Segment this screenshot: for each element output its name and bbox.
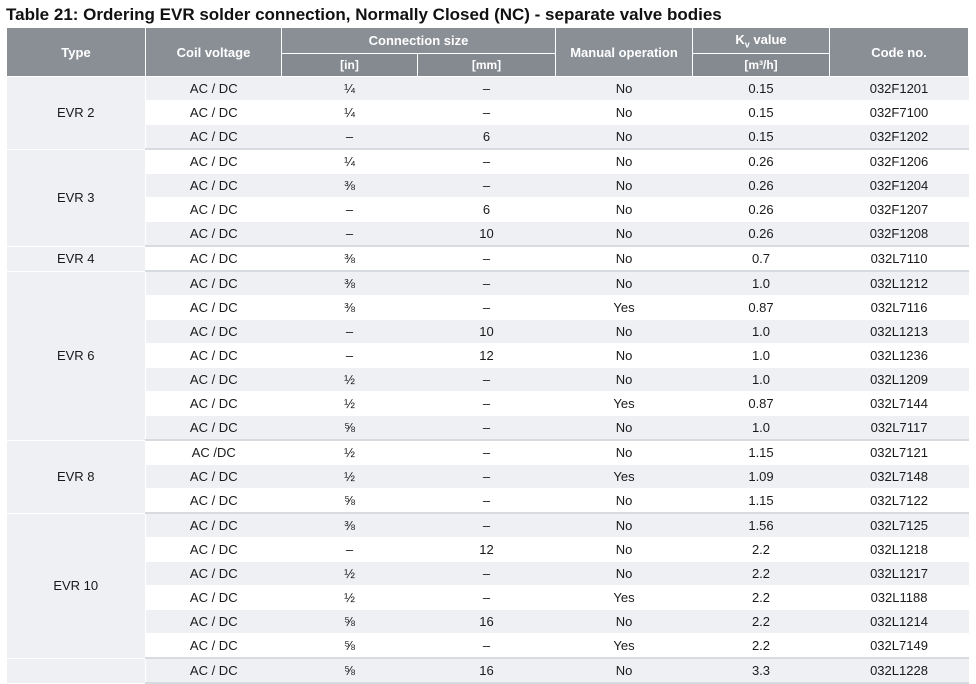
code-no-cell: 032L7122 (830, 489, 969, 514)
connection-in-cell: ⅝ (282, 610, 418, 634)
header-mm: [mm] (418, 54, 556, 77)
kv-value-cell: 2.2 (693, 634, 830, 659)
manual-operation-cell: No (556, 174, 693, 198)
connection-in-cell: ⅝ (282, 658, 418, 683)
code-no-cell: 032L1212 (830, 271, 969, 296)
connection-mm-cell: 10 (418, 222, 556, 247)
code-no-cell: 032F1202 (830, 125, 969, 150)
connection-mm-cell: – (418, 246, 556, 271)
code-no-cell: 032L1217 (830, 562, 969, 586)
coil-voltage-cell: AC / DC (146, 538, 282, 562)
connection-mm-cell: – (418, 392, 556, 416)
connection-mm-cell: – (418, 271, 556, 296)
type-cell: EVR 3 (7, 149, 146, 246)
connection-mm-cell: 10 (418, 320, 556, 344)
table-row (7, 586, 969, 610)
connection-mm-cell: – (418, 440, 556, 465)
connection-in-cell: – (282, 198, 418, 222)
header-in: [in] (282, 54, 418, 77)
code-no-cell: 032F1208 (830, 222, 969, 247)
manual-operation-cell: No (556, 513, 693, 538)
connection-mm-cell: – (418, 368, 556, 392)
ordering-table (6, 27, 969, 684)
table-row (7, 77, 969, 101)
connection-mm-cell: 16 (418, 658, 556, 683)
table-row (7, 368, 969, 392)
connection-in-cell: ⅜ (282, 271, 418, 296)
kv-value-cell: 0.15 (693, 101, 830, 125)
manual-operation-cell: Yes (556, 586, 693, 610)
manual-operation-cell: No (556, 610, 693, 634)
code-no-cell: 032F1201 (830, 77, 969, 101)
connection-in-cell: ½ (282, 465, 418, 489)
code-no-cell: 032L1209 (830, 368, 969, 392)
manual-operation-cell: Yes (556, 634, 693, 659)
manual-operation-cell: No (556, 198, 693, 222)
code-no-cell: 032F7100 (830, 101, 969, 125)
kv-value-cell: 1.0 (693, 416, 830, 441)
header-coil-voltage: Coil voltage (146, 28, 282, 77)
code-no-cell: 032L1213 (830, 320, 969, 344)
manual-operation-cell: No (556, 271, 693, 296)
code-no-cell: 032L1236 (830, 344, 969, 368)
kv-value-cell: 1.15 (693, 489, 830, 514)
kv-k: K (735, 31, 745, 47)
manual-operation-cell: No (556, 246, 693, 271)
type-cell: EVR 2 (7, 77, 146, 150)
code-no-cell: 032L1218 (830, 538, 969, 562)
table-row (7, 610, 969, 634)
header-kv-unit: [m³/h] (693, 54, 830, 77)
coil-voltage-cell: AC / DC (146, 344, 282, 368)
kv-value-cell: 1.15 (693, 440, 830, 465)
table-row (7, 174, 969, 198)
table-row (7, 489, 969, 514)
manual-operation-cell: No (556, 562, 693, 586)
connection-in-cell: ¼ (282, 101, 418, 125)
table-row (7, 246, 969, 271)
connection-in-cell: ⅜ (282, 246, 418, 271)
coil-voltage-cell: AC / DC (146, 246, 282, 271)
coil-voltage-cell: AC / DC (146, 125, 282, 150)
connection-mm-cell: – (418, 513, 556, 538)
code-no-cell: 032F1204 (830, 174, 969, 198)
manual-operation-cell: No (556, 344, 693, 368)
manual-operation-cell: Yes (556, 465, 693, 489)
connection-mm-cell: – (418, 562, 556, 586)
coil-voltage-cell: AC / DC (146, 271, 282, 296)
kv-value-cell: 1.56 (693, 513, 830, 538)
coil-voltage-cell: AC / DC (146, 586, 282, 610)
kv-value-cell: 2.2 (693, 562, 830, 586)
connection-mm-cell: – (418, 296, 556, 320)
kv-value-cell: 0.15 (693, 77, 830, 101)
manual-operation-cell: No (556, 368, 693, 392)
coil-voltage-cell: AC / DC (146, 101, 282, 125)
connection-in-cell: – (282, 538, 418, 562)
table-row (7, 296, 969, 320)
connection-mm-cell: – (418, 77, 556, 101)
manual-operation-cell: No (556, 125, 693, 150)
table-row (7, 320, 969, 344)
coil-voltage-cell: AC / DC (146, 489, 282, 514)
code-no-cell: 032L7121 (830, 440, 969, 465)
manual-operation-cell: No (556, 149, 693, 174)
connection-mm-cell: – (418, 416, 556, 441)
kv-value-cell: 3.3 (693, 658, 830, 683)
connection-in-cell: ¼ (282, 77, 418, 101)
connection-mm-cell: 12 (418, 538, 556, 562)
connection-mm-cell: 12 (418, 344, 556, 368)
coil-voltage-cell: AC / DC (146, 634, 282, 659)
connection-in-cell: ⅜ (282, 296, 418, 320)
header-connection-size: Connection size (282, 28, 556, 54)
table-row (7, 634, 969, 659)
coil-voltage-cell: AC / DC (146, 513, 282, 538)
connection-in-cell: ½ (282, 562, 418, 586)
coil-voltage-cell: AC / DC (146, 562, 282, 586)
connection-mm-cell: 6 (418, 198, 556, 222)
table-row (7, 416, 969, 441)
table-row (7, 562, 969, 586)
code-no-cell: 032L1188 (830, 586, 969, 610)
table-row (7, 344, 969, 368)
table-row (7, 222, 969, 247)
connection-mm-cell: – (418, 101, 556, 125)
connection-in-cell: ⅝ (282, 634, 418, 659)
header-type: Type (7, 28, 146, 77)
table-row (7, 538, 969, 562)
table-row (7, 392, 969, 416)
table-row (7, 198, 969, 222)
kv-value-cell: 2.2 (693, 610, 830, 634)
connection-mm-cell: 6 (418, 125, 556, 150)
table-row (7, 465, 969, 489)
code-no-cell: 032L7125 (830, 513, 969, 538)
connection-in-cell: – (282, 344, 418, 368)
connection-mm-cell: – (418, 489, 556, 514)
kv-rest: value (749, 31, 787, 47)
code-no-cell: 032L7116 (830, 296, 969, 320)
table-row (7, 658, 969, 683)
kv-value-cell: 0.7 (693, 246, 830, 271)
table-row (7, 271, 969, 296)
connection-in-cell: ½ (282, 440, 418, 465)
kv-value-cell: 1.0 (693, 320, 830, 344)
coil-voltage-cell: AC / DC (146, 392, 282, 416)
header-kv-value (693, 28, 830, 54)
manual-operation-cell: Yes (556, 392, 693, 416)
code-no-cell: 032F1207 (830, 198, 969, 222)
kv-value-cell: 2.2 (693, 586, 830, 610)
coil-voltage-cell: AC / DC (146, 658, 282, 683)
manual-operation-cell: No (556, 320, 693, 344)
type-cell: EVR 6 (7, 271, 146, 440)
code-no-cell: 032L7117 (830, 416, 969, 441)
table-row (7, 513, 969, 538)
manual-operation-cell: No (556, 77, 693, 101)
kv-value-cell: 1.0 (693, 344, 830, 368)
manual-operation-cell: No (556, 222, 693, 247)
kv-value-cell: 0.26 (693, 198, 830, 222)
type-cell: EVR 8 (7, 440, 146, 513)
connection-in-cell: ½ (282, 368, 418, 392)
connection-in-cell: – (282, 222, 418, 247)
coil-voltage-cell: AC / DC (146, 198, 282, 222)
manual-operation-cell: No (556, 416, 693, 441)
connection-mm-cell: – (418, 586, 556, 610)
code-no-cell: 032L7149 (830, 634, 969, 659)
connection-in-cell: ⅜ (282, 174, 418, 198)
code-no-cell: 032L7144 (830, 392, 969, 416)
coil-voltage-cell: AC / DC (146, 296, 282, 320)
manual-operation-cell: No (556, 538, 693, 562)
connection-in-cell: ¼ (282, 149, 418, 174)
kv-value-cell: 0.15 (693, 125, 830, 150)
kv-value-cell: 1.0 (693, 368, 830, 392)
table-row (7, 440, 969, 465)
coil-voltage-cell: AC / DC (146, 222, 282, 247)
connection-mm-cell: – (418, 149, 556, 174)
manual-operation-cell: No (556, 101, 693, 125)
table-row (7, 125, 969, 150)
coil-voltage-cell: AC / DC (146, 77, 282, 101)
connection-mm-cell: – (418, 174, 556, 198)
connection-mm-cell: 16 (418, 610, 556, 634)
coil-voltage-cell: AC / DC (146, 416, 282, 441)
header-manual-operation: Manual operation (556, 28, 693, 77)
kv-value-cell: 0.87 (693, 296, 830, 320)
type-cell (7, 658, 146, 683)
kv-value-cell: 1.0 (693, 271, 830, 296)
kv-value-cell: 0.26 (693, 222, 830, 247)
code-no-cell: 032L1214 (830, 610, 969, 634)
coil-voltage-cell: AC / DC (146, 174, 282, 198)
kv-value-cell: 0.87 (693, 392, 830, 416)
manual-operation-cell: No (556, 440, 693, 465)
kv-value-cell: 1.09 (693, 465, 830, 489)
manual-operation-cell: No (556, 489, 693, 514)
connection-in-cell: – (282, 320, 418, 344)
code-no-cell: 032F1206 (830, 149, 969, 174)
kv-value-cell: 2.2 (693, 538, 830, 562)
table-title: Table 21: Ordering EVR solder connection, Normally Closed (NC) - separate valve bodies (6, 5, 722, 24)
table-body (7, 77, 969, 684)
connection-mm-cell: – (418, 465, 556, 489)
code-no-cell: 032L1228 (830, 658, 969, 683)
table-header (7, 28, 969, 77)
coil-voltage-cell: AC /DC (146, 440, 282, 465)
manual-operation-cell: No (556, 658, 693, 683)
type-cell: EVR 10 (7, 513, 146, 658)
code-no-cell: 032L7148 (830, 465, 969, 489)
kv-sub: v (744, 39, 750, 50)
kv-value-cell: 0.26 (693, 174, 830, 198)
header-code-no: Code no. (830, 28, 969, 77)
connection-in-cell: – (282, 125, 418, 150)
coil-voltage-cell: AC / DC (146, 465, 282, 489)
connection-in-cell: ⅜ (282, 513, 418, 538)
connection-mm-cell: – (418, 634, 556, 659)
table-row (7, 149, 969, 174)
connection-in-cell: ⅝ (282, 416, 418, 441)
connection-in-cell: ⅝ (282, 489, 418, 514)
connection-in-cell: ½ (282, 586, 418, 610)
coil-voltage-cell: AC / DC (146, 368, 282, 392)
kv-value-cell: 0.26 (693, 149, 830, 174)
coil-voltage-cell: AC / DC (146, 610, 282, 634)
table-row (7, 101, 969, 125)
coil-voltage-cell: AC / DC (146, 320, 282, 344)
type-cell: EVR 4 (7, 246, 146, 271)
coil-voltage-cell: AC / DC (146, 149, 282, 174)
code-no-cell: 032L7110 (830, 246, 969, 271)
manual-operation-cell: Yes (556, 296, 693, 320)
connection-in-cell: ½ (282, 392, 418, 416)
